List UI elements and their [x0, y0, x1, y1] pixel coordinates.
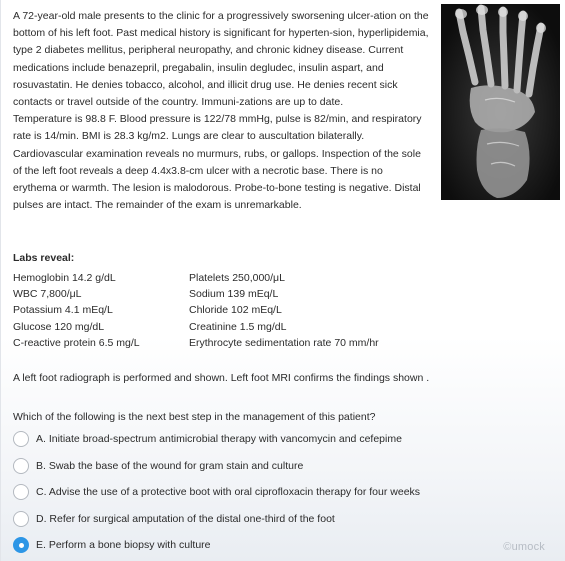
answer-choice-e[interactable] — [13, 532, 553, 559]
answer-choice-a-label: A. Initiate broad-spectrum antimicrobial therapy with vancomycin and cefepime — [36, 433, 402, 446]
lab-platelets: Platelets 250,000/μL — [189, 272, 285, 284]
answer-choice-b[interactable] — [13, 453, 553, 480]
radio-button-b[interactable] — [13, 458, 29, 474]
umock-watermark: ©umock — [503, 541, 545, 553]
lab-wbc: WBC 7,800/μL — [13, 288, 82, 301]
stem-history-paragraph: A 72-year-old male presents to the clinic for a progressively sworsening ulcer-ation on the bottom of his left foot. Past medical history is significant for hyperten-sion, hyperlipidemia, type 2 diabetes mellitus, peripheral neuropathy, and chronic kidney disease. Current medications include benazepril, pregabalin, insulin degludec, insulin aspart, and rosuvastatin. He denies tobacco, alcohol, and illicit drug use. He denies recent sick contacts or travel outside of the country. Immuni-zations are up to date. — [13, 10, 429, 109]
radio-button-e-selected[interactable] — [13, 537, 29, 553]
question-stem — [13, 8, 429, 214]
lab-potassium: Potassium 4.1 mEq/L — [13, 304, 113, 317]
lab-esr: Erythrocyte sedimentation rate 70 mm/hr — [189, 336, 379, 349]
answer-choice-c[interactable] — [13, 479, 553, 506]
question-prompt: Which of the following is the next best step in the management of this patient? — [13, 411, 376, 423]
foot-xray-image[interactable] — [441, 4, 560, 200]
foot-xray-drawing — [441, 4, 560, 200]
radiograph-statement: A left foot radiograph is performed and shown. Left foot MRI confirms the findings shown . — [13, 372, 430, 384]
radio-button-a[interactable] — [13, 431, 29, 447]
lab-glucose: Glucose 120 mg/dL — [13, 320, 105, 333]
answer-choice-a[interactable] — [13, 426, 553, 453]
lab-hemoglobin: Hemoglobin 14.2 g/dL — [13, 272, 116, 284]
labs-table — [13, 270, 433, 351]
answer-choice-b-label: B. Swab the base of the wound for gram stain and culture — [36, 459, 304, 472]
answer-choice-d[interactable] — [13, 506, 553, 533]
radio-button-d[interactable] — [13, 511, 29, 527]
lab-chloride: Chloride 102 mEq/L — [189, 304, 282, 317]
lab-creatinine: Creatinine 1.5 mg/dL — [189, 320, 287, 333]
radio-button-c[interactable] — [13, 484, 29, 500]
lab-sodium: Sodium 139 mEq/L — [189, 288, 279, 301]
answer-choices — [13, 426, 553, 559]
answer-choice-c-label: C. Advise the use of a protective boot with oral ciprofloxacin therapy for four weeks — [36, 486, 421, 499]
answer-choice-d-label: D. Refer for surgical amputation of the distal one-third of the foot — [36, 512, 335, 525]
lab-crp: C-reactive protein 6.5 mg/L — [13, 336, 140, 349]
answer-choice-e-label: E. Perform a bone biopsy with culture — [36, 539, 211, 552]
stem-exam-paragraph: Temperature is 98.8 F. Blood pressure is 122/78 mmHg, pulse is 82/min, and respiratory rate is 14/min. BMI is 28.3 kg/m2. Lungs are clear to auscultation bilaterally. Cardiovascular examination reveals no murmurs, rubs, or gallops. Inspection of the sole of the left foot reveals a deep 4.4x3.8-cm ulcer with a necrotic base. There is no erythema or warmth. The lesion is malodorous. Probe-to-bone testing is negative. Distal pulses are intact. The remainder of the exam is unremarkable. — [13, 113, 422, 212]
labs-title: Labs reveal: — [13, 252, 75, 264]
